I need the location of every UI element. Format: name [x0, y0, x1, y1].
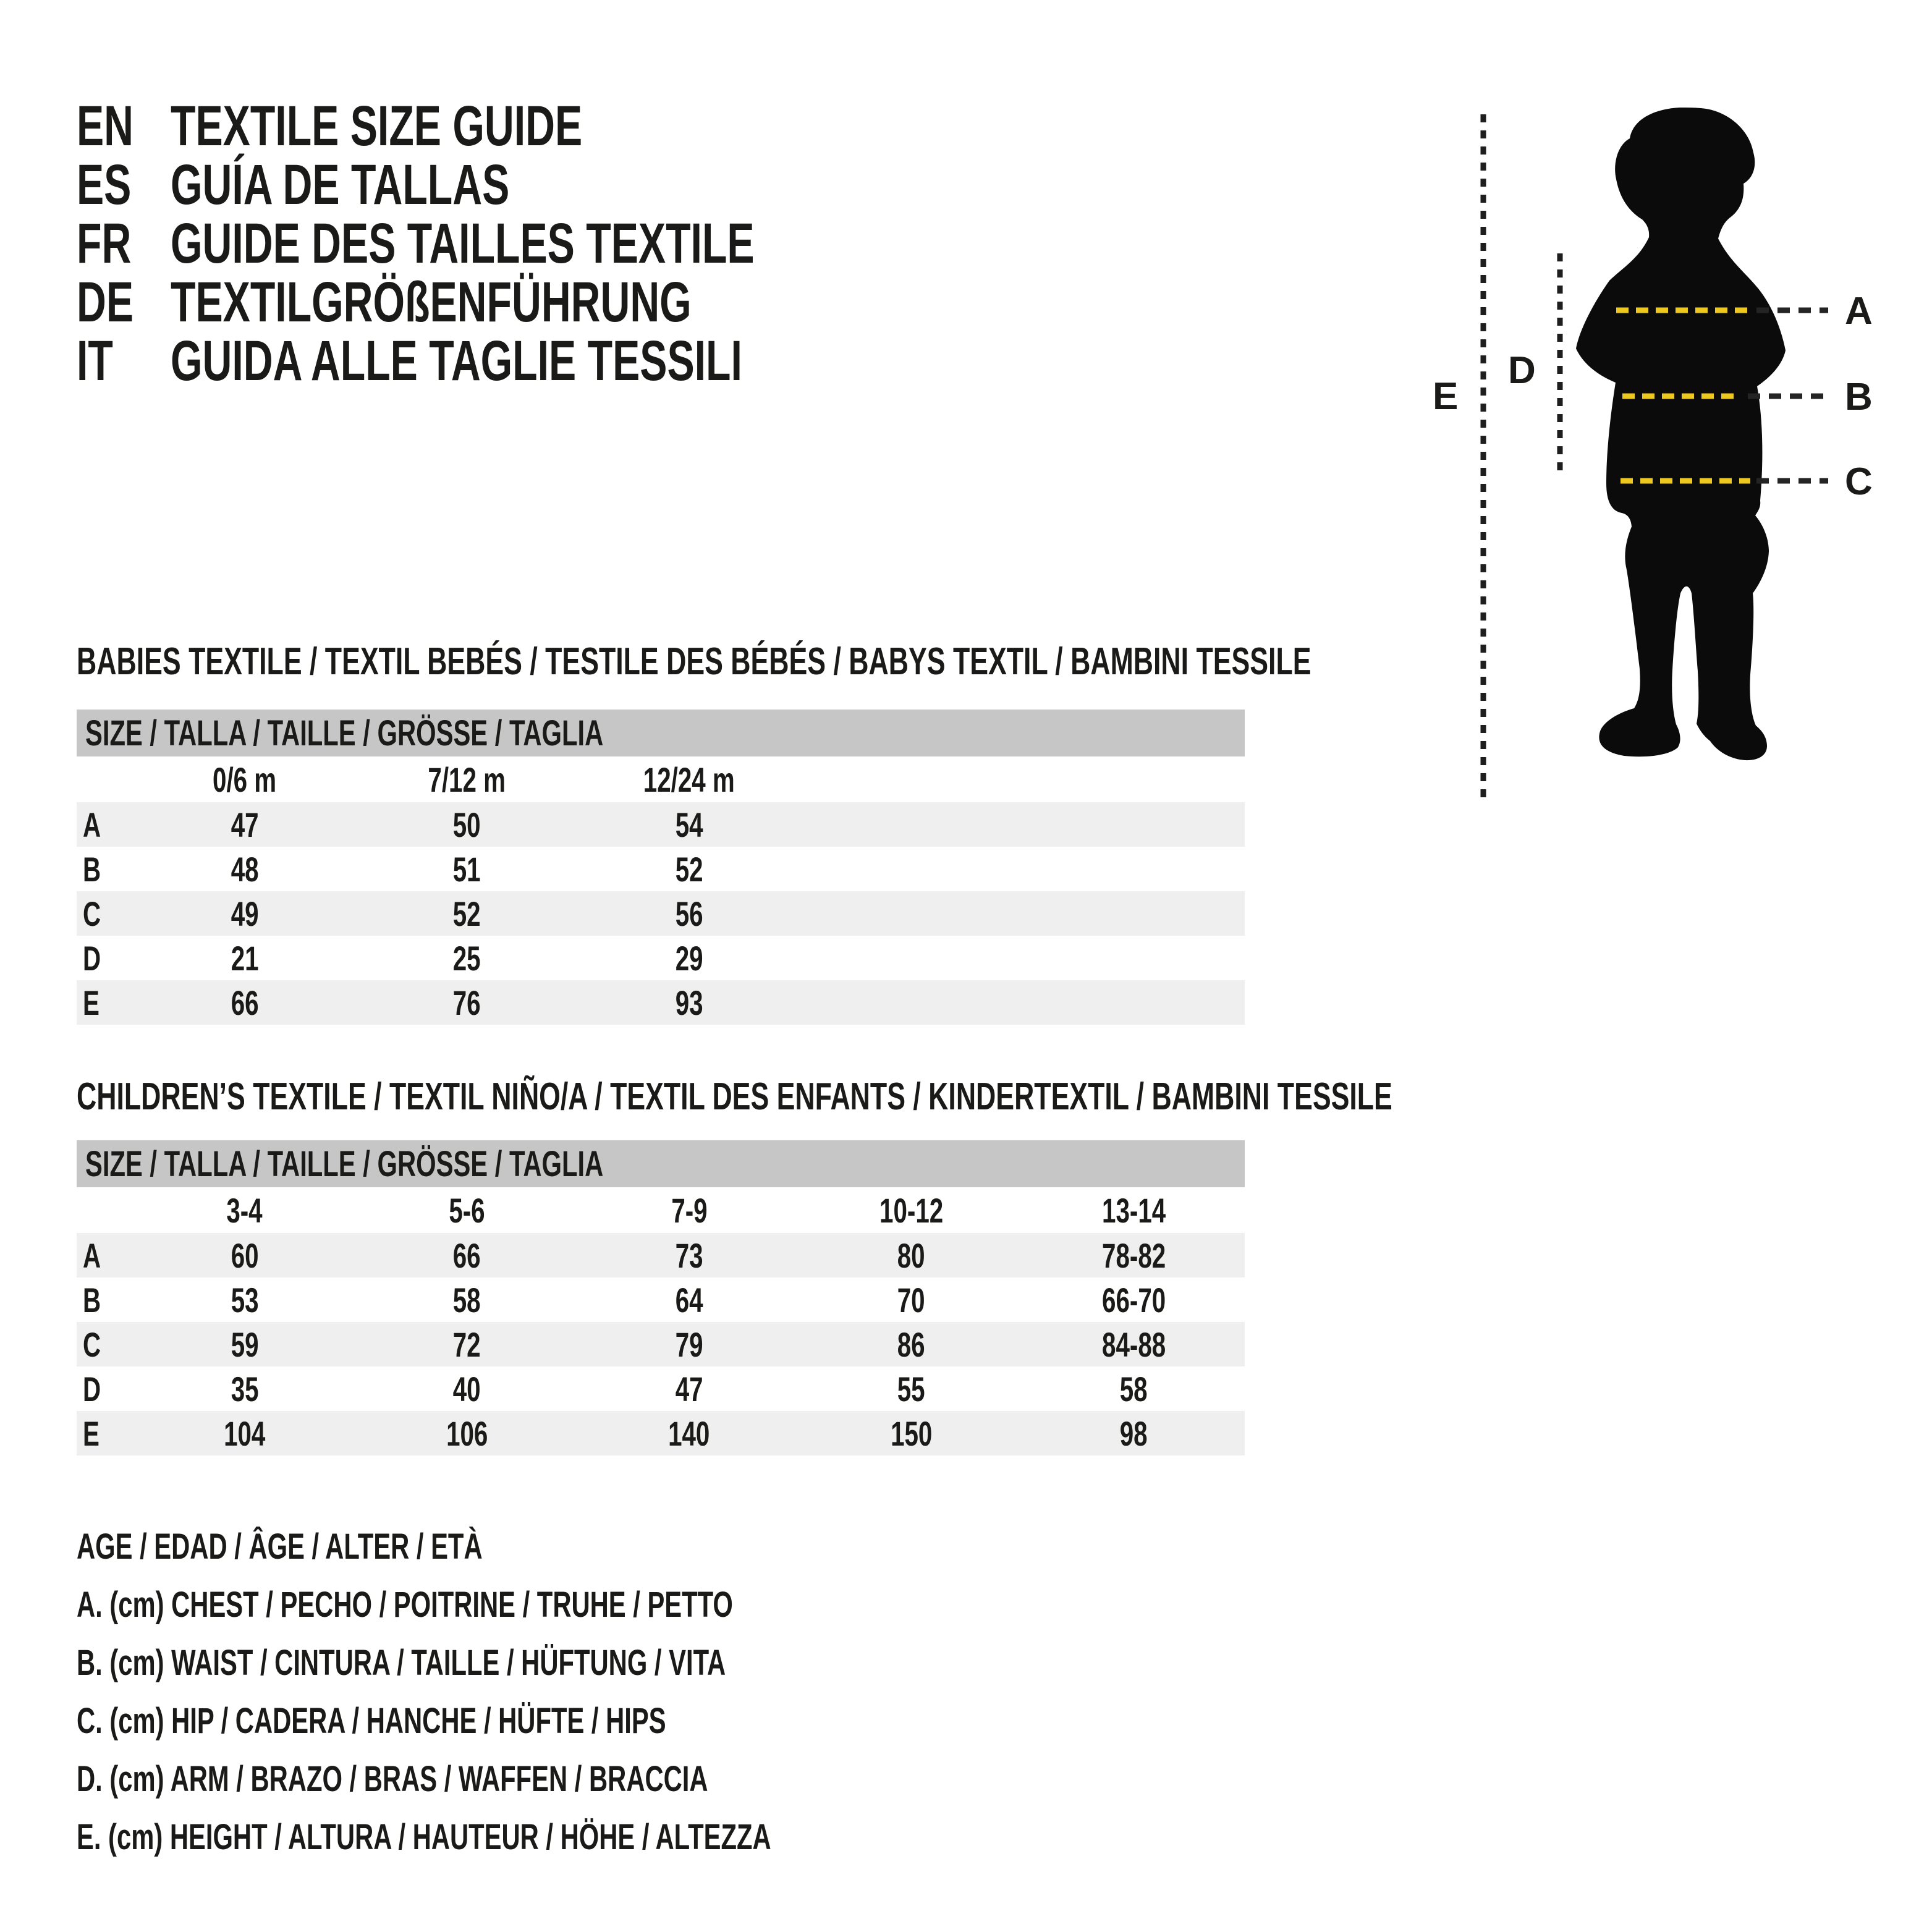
babies-size-table [77, 710, 1245, 1025]
language-code: FR [77, 212, 132, 275]
table-cell: 25 [452, 938, 481, 978]
legend-arm: D. (cm) ARM / BRAZO / BRAS / WAFFEN / BRACCIA [77, 1758, 708, 1799]
table-cell: 73 [675, 1235, 703, 1275]
table-cell: 58 [1119, 1369, 1148, 1409]
table-cell: 84-88 [1101, 1324, 1166, 1364]
language-title: GUÍA DE TALLAS [171, 153, 510, 216]
language-row-de [77, 270, 981, 334]
table-row [77, 1411, 1245, 1455]
column-header: 7-9 [671, 1190, 708, 1230]
table-row [77, 1233, 1245, 1277]
figure-label-c: C [1845, 460, 1873, 503]
children-section-title: CHILDREN’S TEXTILE / TEXTIL NIÑO/A / TEXTIL DES ENFANTS / KINDERTEXTIL / BAMBINI TESSILE [77, 1075, 1392, 1118]
table-cell: 66 [452, 1235, 481, 1275]
language-title: TEXTILE SIZE GUIDE [171, 95, 583, 158]
table-cell: 93 [675, 983, 703, 1022]
babies-column-headers [77, 756, 1245, 802]
table-cell: 66 [231, 983, 259, 1022]
table-cell: 48 [231, 849, 259, 889]
language-code: DE [77, 271, 134, 334]
table-cell: 98 [1119, 1413, 1148, 1453]
table-cell: 104 [224, 1413, 266, 1453]
table-cell: 76 [452, 983, 481, 1022]
legend-age: AGE / EDAD / ÂGE / ALTER / ETÀ [77, 1526, 483, 1567]
row-label: E [83, 1413, 100, 1453]
language-row-fr [77, 211, 981, 275]
column-header: 12/24 m [643, 760, 735, 799]
table-cell: 47 [675, 1369, 703, 1409]
children-size-header-bar: SIZE / TALLA / TAILLE / GRÖSSE / TAGLIA [77, 1140, 1245, 1187]
table-cell: 64 [675, 1280, 703, 1320]
language-title: TEXTILGRÖßENFÜHRUNG [171, 271, 692, 334]
table-row [77, 936, 1245, 980]
table-cell: 50 [452, 805, 481, 844]
column-header: 7/12 m [428, 760, 506, 799]
table-cell: 53 [231, 1280, 259, 1320]
language-code: EN [77, 95, 134, 158]
table-cell: 140 [668, 1413, 710, 1453]
language-code: IT [77, 329, 113, 392]
table-cell: 51 [452, 849, 481, 889]
language-code: ES [77, 153, 132, 216]
figure-label-a: A [1845, 290, 1873, 333]
row-label: A [83, 1235, 101, 1275]
table-cell: 79 [675, 1324, 703, 1364]
language-row-en [77, 94, 981, 158]
child-silhouette-diagram [1409, 99, 1932, 810]
children-column-headers [77, 1187, 1245, 1233]
babies-size-header-bar: SIZE / TALLA / TAILLE / GRÖSSE / TAGLIA [77, 710, 1245, 756]
row-label: D [83, 938, 101, 978]
table-cell: 40 [452, 1369, 481, 1409]
babies-rows [77, 802, 1245, 1025]
row-label: B [83, 1280, 101, 1320]
children-rows [77, 1233, 1245, 1455]
legend-chest: A. (cm) CHEST / PECHO / POITRINE / TRUHE / PETTO [77, 1584, 733, 1625]
table-cell: 66-70 [1101, 1280, 1166, 1320]
table-cell: 78-82 [1101, 1235, 1166, 1275]
row-label: B [83, 849, 101, 889]
column-header: 10-12 [879, 1190, 944, 1230]
row-label: A [83, 805, 101, 844]
table-cell: 58 [452, 1280, 481, 1320]
children-size-table [77, 1140, 1245, 1455]
column-header: 0/6 m [213, 760, 277, 799]
table-row [77, 847, 1245, 891]
table-cell: 86 [897, 1324, 926, 1364]
row-label: C [83, 1324, 101, 1364]
table-cell: 49 [231, 894, 259, 933]
table-cell: 56 [675, 894, 703, 933]
legend-hip: C. (cm) HIP / CADERA / HANCHE / HÜFTE / HIPS [77, 1700, 666, 1741]
table-row [77, 1277, 1245, 1322]
column-header: 5-6 [449, 1190, 485, 1230]
figure-label-b: B [1845, 376, 1873, 418]
table-cell: 52 [675, 849, 703, 889]
column-header: 3-4 [226, 1190, 263, 1230]
language-row-es [77, 153, 981, 216]
table-row [77, 891, 1245, 936]
table-row [77, 802, 1245, 847]
table-cell: 21 [231, 938, 259, 978]
table-row [77, 980, 1245, 1025]
table-cell: 52 [452, 894, 481, 933]
table-cell: 47 [231, 805, 259, 844]
table-cell: 59 [231, 1324, 259, 1364]
language-row-it [77, 329, 981, 392]
table-row [77, 1322, 1245, 1366]
language-title: GUIDE DES TAILLES TEXTILE [171, 212, 755, 275]
measurement-legend [77, 1517, 1041, 1866]
table-row [77, 1366, 1245, 1411]
babies-section-title: BABIES TEXTILE / TEXTIL BEBÉS / TESTILE DES BÉBÉS / BABYS TEXTIL / BAMBINI TESSILE [77, 640, 1311, 683]
row-label: E [83, 983, 100, 1022]
table-cell: 35 [231, 1369, 259, 1409]
figure-label-d: D [1508, 349, 1536, 392]
table-cell: 55 [897, 1369, 926, 1409]
column-header: 13-14 [1101, 1190, 1166, 1230]
table-cell: 106 [446, 1413, 488, 1453]
language-list [77, 94, 981, 392]
figure-label-e: E [1433, 375, 1459, 418]
table-cell: 150 [890, 1413, 933, 1453]
legend-waist: B. (cm) WAIST / CINTURA / TAILLE / HÜFTUNG / VITA [77, 1642, 726, 1683]
table-cell: 80 [897, 1235, 926, 1275]
legend-height: E. (cm) HEIGHT / ALTURA / HAUTEUR / HÖHE / ALTEZZA [77, 1816, 771, 1857]
table-cell: 70 [897, 1280, 926, 1320]
row-label: C [83, 894, 101, 933]
row-label: D [83, 1369, 101, 1409]
table-cell: 29 [675, 938, 703, 978]
table-cell: 60 [231, 1235, 259, 1275]
language-title: GUIDA ALLE TAGLIE TESSILI [171, 329, 742, 392]
table-cell: 54 [675, 805, 703, 844]
table-cell: 72 [452, 1324, 481, 1364]
